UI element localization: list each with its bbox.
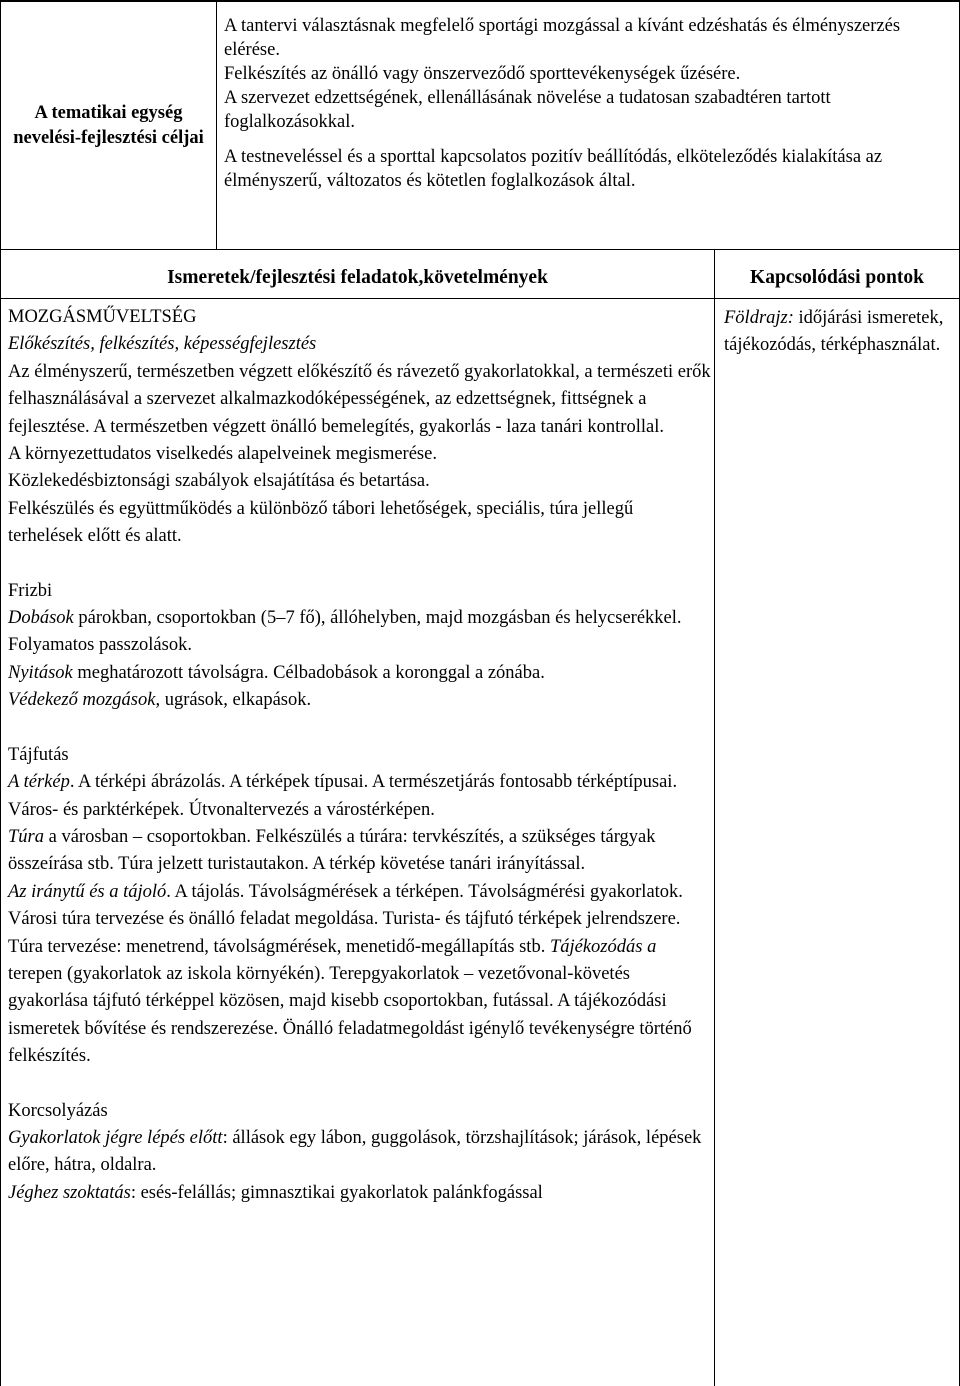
section-text: A környezettudatos viselkedés alapelveinek megismerése.	[8, 444, 437, 465]
goal-item: A szervezet edzettségének, ellenállásának növelése a tudatosan szabadtéren tartott foglalkozásokkal.	[224, 88, 831, 132]
frizbi-text: Nyitások meghatározott távolságra. Célbadobások a koronggal a zónába.	[8, 662, 545, 683]
header-rule	[1, 298, 959, 299]
column-divider	[714, 250, 715, 1386]
section-title: MOZGÁSMŰVELTSÉG	[8, 307, 197, 327]
tajfutas-text: Túra a városban – csoportokban. Felkészülés a túrára: tervkészítés, a szükséges tárgyak összeírása stb. Túra jelzett turistautakon. A térkép követése tanári irányítással.	[8, 826, 656, 875]
connection-item: Földrajz: időjárási ismeretek, tájékozódás, térképhasználat.	[724, 308, 944, 356]
header-requirements: Ismeretek/fejlesztési feladatok,követelmények	[167, 267, 548, 288]
tajfutas-text: A térkép. A térképi ábrázolás. A térképek típusai. A természetjárás fontosabb térképtípusai. Város- és parktérképek. Útvonaltervezés a várostérképen.	[8, 772, 678, 820]
frizbi-title: Frizbi	[8, 580, 53, 601]
frizbi-text: Dobások párokban, csoportokban (5–7 fő), állóhelyben, majd mozgásban és helycserékkel. Folyamatos passzolások.	[8, 608, 682, 656]
goals-label: A tematikai egység nevelési-fejlesztési céljai	[1, 2, 217, 249]
goals-table	[0, 0, 960, 250]
requirements-table	[0, 250, 960, 1386]
section-text: Közlekedésbiztonsági szabályok elsajátítása és betartása.	[8, 471, 430, 492]
korcsolyazas-text: Gyakorlatok jégre lépés előtt: állások egy lábon, guggolások, törzshajlítások; járások, lépések előre, hátra, oldalra.	[8, 1127, 702, 1176]
korcsolyazas-title: Korcsolyázás	[8, 1100, 108, 1121]
goal-item: A testneveléssel és a sporttal kapcsolatos pozitív beállítódás, elköteleződés kialakítása az élményszerű, változatos és kötetlen foglalkozások által.	[224, 147, 883, 191]
section-subtitle: Előkészítés, felkészítés, képességfejlesztés	[8, 334, 317, 355]
section-text: Felkészülés és együttműködés a különböző tábori lehetőségek, speciális, túra jellegű terhelések előtt és alatt.	[8, 498, 634, 547]
frizbi-text: Védekező mozgások, ugrások, elkapások.	[8, 690, 312, 711]
goal-item: A tantervi választásnak megfelelő sportági mozgással a kívánt edzéshatás és élményszerzés elérése.	[224, 16, 901, 60]
tajfutas-title: Tájfutás	[8, 744, 69, 765]
requirements-content	[8, 304, 712, 1207]
tajfutas-text: Az iránytű és a tájoló. A tájolás. Távolságmérések a térképen. Távolságmérési gyakorlatok. Városi túra tervezése és önálló feladat megoldása. Turista- és tájfutó térképek jelrendszere. Túra tervezése: menetrend, távolságmérések, menetidő-megállapítás stb. Tájékozódás a terepen (gyakorlatok az iskola környékén). Terepgyakorlatok – vezetővonal-követés gyakorlása tájfutó térképpel közösen, majd kisebb csoportokban, futással. A tájékozódási ismeretek bővítése és rendszerezése. Önálló feladatmegoldást igénylő tevékenységre történő felkészítés.	[8, 881, 692, 1067]
goal-item: Felkészítés az önálló vagy önszerveződő sporttevékenységek űzésére.	[224, 64, 741, 84]
header-connections: Kapcsolódási pontok	[750, 267, 924, 288]
section-text: Az élményszerű, természetben végzett előkészítő és rávezető gyakorlatokkal, a természeti erők felhasználásával a szervezet alkalmazkodóképességének, az edzettségnek, fittségnek a fejlesztése. A természetben végzett önálló bemelegítés, gyakorlás - laza tanári kontrollal.	[8, 361, 711, 437]
connections-content	[724, 305, 956, 360]
korcsolyazas-text: Jéghez szoktatás: esés-felállás; gimnasztikai gyakorlatok palánkfogással	[8, 1182, 543, 1203]
goals-content	[217, 2, 959, 249]
